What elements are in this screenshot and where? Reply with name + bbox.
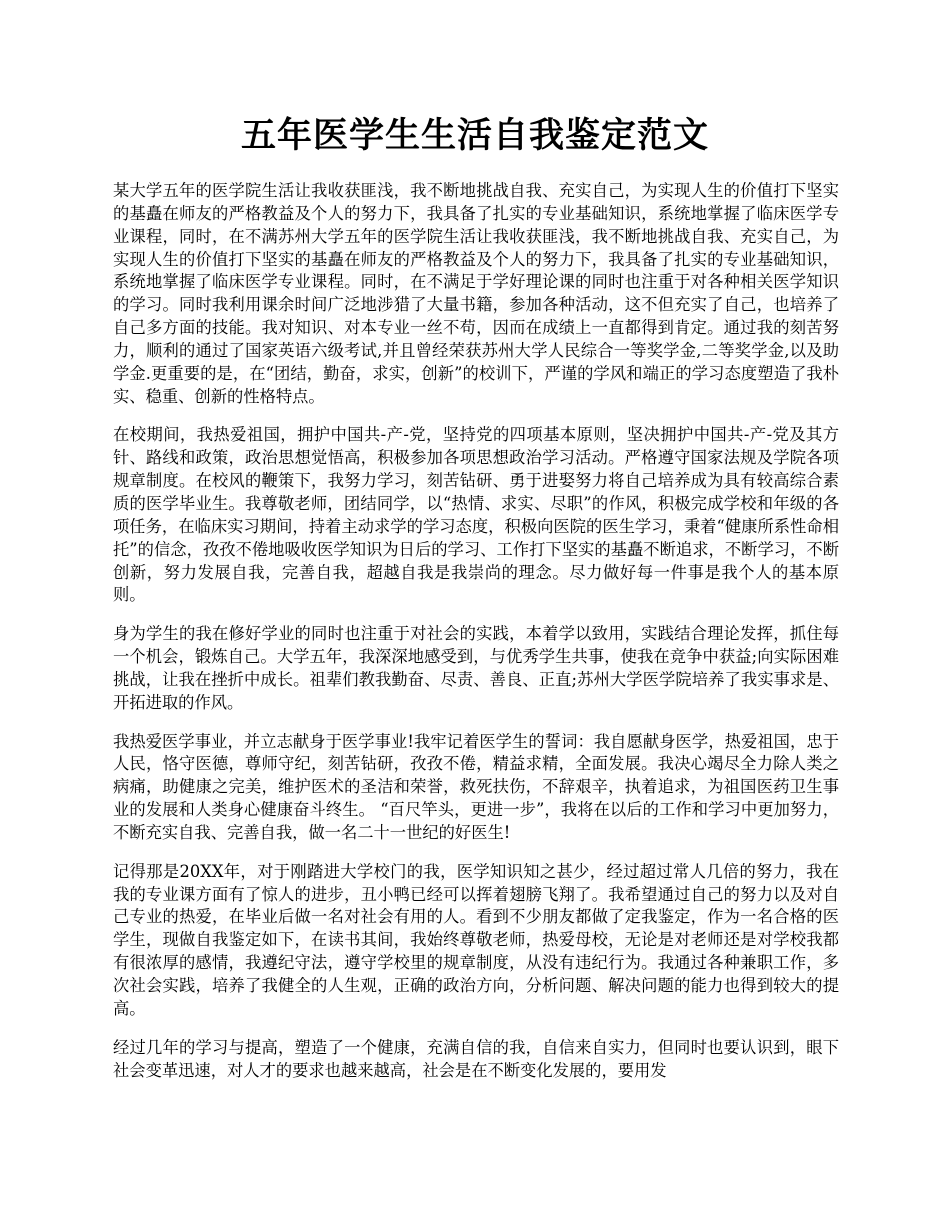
page-title: 五年医学生生活自我鉴定范文 bbox=[240, 116, 709, 156]
paragraph-5: 记得那是20XX年，对于刚踏进大学校门的我，医学知识知之甚少，经过超过常人几倍的努力，我在我的专业课方面有了惊人的进步，丑小鸭已经可以挥着翅膀飞翔了。我希望通过自己的努力以及对自己专业的热爱，在毕业后做一名对社会有用的人。看到不少朋友都做了定我鉴定，作为一名合格的医学生，现做自我鉴定如下，在读书其间，我始终尊敬老师，热爱母校，无论是对老师还是对学校我都有很浓厚的感情，我遵纪守法，遵守学校里的规章制度，从没有违纪行为。我通过各种兼职工作，多次社会实践，培养了我健全的人生观，正确的政治方向，分析问题、解决问题的能力也得到较大的提高。 bbox=[113, 861, 839, 1018]
paragraph-1: 某大学五年的医学院生活让我收获匪浅，我不断地挑战自我、充实自己，为实现人生的价值打下坚实的基矗在师友的严格教益及个人的努力下，我具备了扎实的专业基础知识，系统地掌握了临床医学专业课程，同时，在不满苏州大学五年的医学院生活让我收获匪浅，我不断地挑战自我、充实自己，为实现人生的价值打下坚实的基矗在师友的严格教益及个人的努力下，我具备了扎实的专业基础知识，系统地掌握了临床医学专业课程。同时，在不满足于学好理论课的同时也注重于对各种相关医学知识的学习。同时我利用课余时间广泛地涉猎了大量书籍，参加各种活动，这不但充实了自己，也培养了自己多方面的技能。我对知识、对本专业一丝不苟，因而在成绩上一直都得到肯定。通过我的刻苦努力，顺利的通过了国家英语六级考试,并且曾经荣获苏州大学人民综合一等奖学金,二等奖学金,以及助学金.更重要的是，在“团结，勤奋，求实，创新”的校训下，严谨的学风和端正的学习态度塑造了我朴实、稳重、创新的性格特点。 bbox=[113, 181, 839, 406]
document-body bbox=[113, 180, 839, 1098]
paragraph-4: 我热爱医学事业，并立志献身于医学事业!我牢记着医学生的誓词：我自愿献身医学，热爱祖国，忠于人民，恪守医德，尊师守纪，刻苦钻研，孜孜不倦，精益求精，全面发展。我决心竭尽全力除人类之病痛，助健康之完美，维护医术的圣洁和荣誉，救死扶伤，不辞艰辛，执着追求，为祖国医药卫生事业的发展和人类身心健康奋斗终生。 “百尺竿头，更进一步”，我将在以后的工作和学习中更加努力，不断充实自我、完善自我，做一名二十一世纪的好医生! bbox=[113, 731, 839, 842]
paragraph-6: 经过几年的学习与提高，塑造了一个健康，充满自信的我，自信来自实力，但同时也要认识到，眼下社会变革迅速，对人才的要求也越来越高，社会是在不断变化发展的，要用发 bbox=[113, 1037, 839, 1080]
paragraph-3: 身为学生的我在修好学业的同时也注重于对社会的实践，本着学以致用，实践结合理论发挥，抓住每一个机会，锻炼自己。大学五年，我深深地感受到，与优秀学生共事，使我在竞争中获益;向实际困难挑战，让我在挫折中成长。祖辈们教我勤奋、尽责、善良、正直;苏州大学医学院培养了我实事求是、开拓进取的作风。 bbox=[113, 624, 839, 712]
paragraph-2: 在校期间，我热爱祖国，拥护中国共-产-党，坚持党的四项基本原则，坚决拥护中国共-产-党及其方针、路线和政策，政治思想觉悟高，积极参加各项思想政治学习活动。严格遵守国家法规及学院各项规章制度。在校风的鞭策下，我努力学习，刻苦钻研、勇于进娶努力将自己培养成为具有较高综合素质的医学毕业生。我尊敬老师，团结同学，以“热情、求实、尽职”的作风，积极完成学校和年级的各项任务，在临床实习期间，持着主动求学的学习态度，积极向医院的医生学习，秉着“健康所系性命相托”的信念，孜孜不倦地吸收医学知识为日后的学习、工作打下坚实的基矗不断追求，不断学习，不断创新，努力发展自我，完善自我，超越自我是我崇尚的理念。尽力做好每一件事是我个人的基本原则。 bbox=[113, 425, 839, 605]
